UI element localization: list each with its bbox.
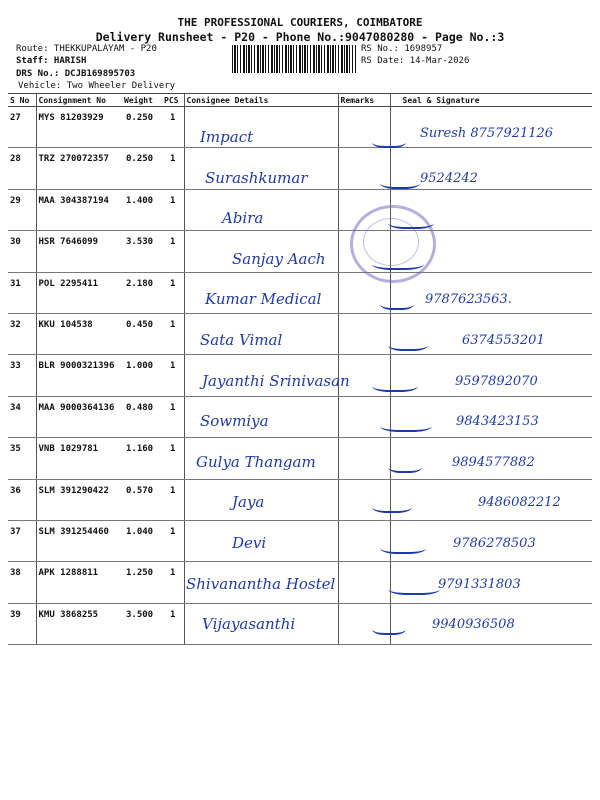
consignee-handwritten-name: Sata Vimal — [200, 331, 283, 349]
sno-cell: 35 — [8, 438, 36, 479]
pcs-cell: 1 — [162, 231, 184, 272]
weight-cell: 1.040 — [122, 520, 162, 561]
pcs-cell: 1 — [162, 148, 184, 189]
signature-scribble — [388, 337, 428, 351]
consignment-cell: KMU 3868255 — [36, 603, 122, 644]
signature-scribble — [380, 418, 432, 432]
sno-cell: 38 — [8, 562, 36, 603]
company-title: THE PROFESSIONAL COURIERS, COIMBATORE — [177, 16, 423, 29]
consignment-cell: SLM 391290422 — [36, 479, 122, 520]
col-sno: S No — [8, 94, 36, 107]
remarks-cell — [338, 313, 390, 354]
signature-scribble — [388, 459, 422, 473]
consignment-cell: APK 1288811 — [36, 562, 122, 603]
vehicle-label: Vehicle: Two Wheeler Delivery — [18, 81, 176, 91]
weight-cell: 1.250 — [122, 562, 162, 603]
weight-cell: 3.530 — [122, 231, 162, 272]
signature-scribble — [372, 499, 412, 513]
receiver-phone-note: 9843423153 — [456, 414, 539, 430]
weight-cell: 2.180 — [122, 272, 162, 313]
remarks-cell — [338, 520, 390, 561]
table-header-row — [8, 94, 592, 107]
col-signature: Seal & Signature — [390, 94, 592, 107]
consignment-cell: HSR 7646099 — [36, 231, 122, 272]
signature-scribble — [372, 378, 418, 392]
weight-cell: 0.250 — [122, 148, 162, 189]
pcs-cell: 1 — [162, 562, 184, 603]
runsheet-subtitle: Delivery Runsheet - P20 - Phone No.:9047080280 - Page No.:3 — [95, 30, 505, 44]
weight-cell: 1.000 — [122, 355, 162, 396]
consignee-handwritten-name: Jaya — [232, 493, 265, 512]
col-consignment: Consignment No — [36, 94, 122, 107]
route-label: Route: THEKKUPALAYAM - P20 — [16, 44, 157, 54]
receiver-phone-note: 9940936508 — [432, 617, 515, 633]
pcs-cell: 1 — [162, 438, 184, 479]
sno-cell: 36 — [8, 479, 36, 520]
receiver-phone-note: 9486082212 — [478, 495, 561, 511]
consignee-handwritten-name: Abira — [222, 209, 264, 228]
weight-cell: 0.570 — [122, 479, 162, 520]
consignee-handwritten-name: Sanjay Aach — [232, 249, 326, 268]
sno-cell: 39 — [8, 603, 36, 644]
pcs-cell: 1 — [162, 396, 184, 437]
consignment-cell: POL 2295411 — [36, 272, 122, 313]
signature-scribble — [380, 175, 420, 189]
pcs-cell: 1 — [162, 520, 184, 561]
consignee-handwritten-name: Jayanthi Srinivasan — [202, 371, 350, 390]
pcs-cell: 1 — [162, 107, 184, 148]
consignment-cell: KKU 104538 — [36, 313, 122, 354]
receiver-phone-note: 9524242 — [420, 170, 478, 186]
consignee-handwritten-name: Vijayasanthi — [202, 615, 296, 634]
sno-cell: 31 — [8, 272, 36, 313]
receiver-phone-note: 9894577882 — [452, 454, 535, 470]
consignee-handwritten-name: Sowmiya — [200, 412, 269, 431]
weight-cell: 1.160 — [122, 438, 162, 479]
consignee-handwritten-name: Gulya Thangam — [196, 452, 316, 471]
signature-scribble — [388, 581, 440, 595]
consignee-handwritten-name: Devi — [232, 534, 267, 552]
table-row — [8, 189, 592, 230]
col-remarks: Remarks — [338, 94, 390, 107]
sno-cell: 37 — [8, 520, 36, 561]
consignment-cell: SLM 391254460 — [36, 520, 122, 561]
signature-scribble — [372, 134, 406, 148]
remarks-cell — [338, 396, 390, 437]
consignment-cell: BLR 9000321396 — [36, 355, 122, 396]
sno-cell: 32 — [8, 313, 36, 354]
sno-cell: 34 — [8, 396, 36, 437]
pcs-cell: 1 — [162, 355, 184, 396]
pcs-cell: 1 — [162, 479, 184, 520]
signature-scribble — [388, 215, 434, 229]
sno-cell: 30 — [8, 231, 36, 272]
staff-label: Staff: HARISH — [16, 56, 87, 66]
consignment-cell: VNB 1029781 — [36, 438, 122, 479]
signature-scribble — [380, 540, 426, 554]
pcs-cell: 1 — [162, 603, 184, 644]
signature-scribble — [372, 256, 424, 270]
col-weight: Weight — [122, 94, 162, 107]
receiver-phone-note: 9597892070 — [455, 373, 538, 389]
weight-cell: 0.480 — [122, 396, 162, 437]
consignment-cell: MAA 9000364136 — [36, 396, 122, 437]
signature-scribble — [372, 621, 406, 635]
remarks-cell — [338, 438, 390, 479]
weight-cell: 3.500 — [122, 603, 162, 644]
col-pcs: PCS — [162, 94, 184, 107]
pcs-cell: 1 — [162, 272, 184, 313]
rs-number: RS No.: 1698957 — [361, 44, 443, 54]
consignee-handwritten-name: Impact — [200, 128, 254, 146]
drs-label: DRS No.: DCJB169895703 — [16, 69, 136, 79]
receiver-phone-note: 9786278503 — [453, 536, 536, 551]
sno-cell: 29 — [8, 189, 36, 230]
receiver-phone-note: 9791331803 — [438, 576, 521, 592]
consignment-cell: MYS 81203929 — [36, 107, 122, 148]
consignment-cell: TRZ 270072357 — [36, 148, 122, 189]
remarks-cell — [338, 562, 390, 603]
pcs-cell: 1 — [162, 313, 184, 354]
sno-cell: 28 — [8, 148, 36, 189]
signature-scribble — [380, 296, 414, 310]
col-consignee: Consignee Details — [184, 94, 338, 107]
weight-cell: 0.450 — [122, 313, 162, 354]
sno-cell: 27 — [8, 107, 36, 148]
weight-cell: 1.400 — [122, 189, 162, 230]
weight-cell: 0.250 — [122, 107, 162, 148]
rs-date: RS Date: 14-Mar-2026 — [361, 56, 470, 66]
consignee-handwritten-name: Kumar Medical — [205, 290, 322, 309]
pcs-cell: 1 — [162, 189, 184, 230]
receiver-phone-note: Suresh 8757921126 — [420, 126, 554, 141]
consignee-handwritten-name: Surashkumar — [205, 168, 308, 187]
sno-cell: 33 — [8, 355, 36, 396]
barcode-image — [232, 45, 356, 73]
receiver-phone-note: 6374553201 — [462, 333, 545, 348]
consignee-handwritten-name: Shivanantha Hostel — [186, 574, 336, 593]
consignment-cell: MAA 304387194 — [36, 189, 122, 230]
receiver-phone-note: 9787623563. — [425, 292, 512, 308]
